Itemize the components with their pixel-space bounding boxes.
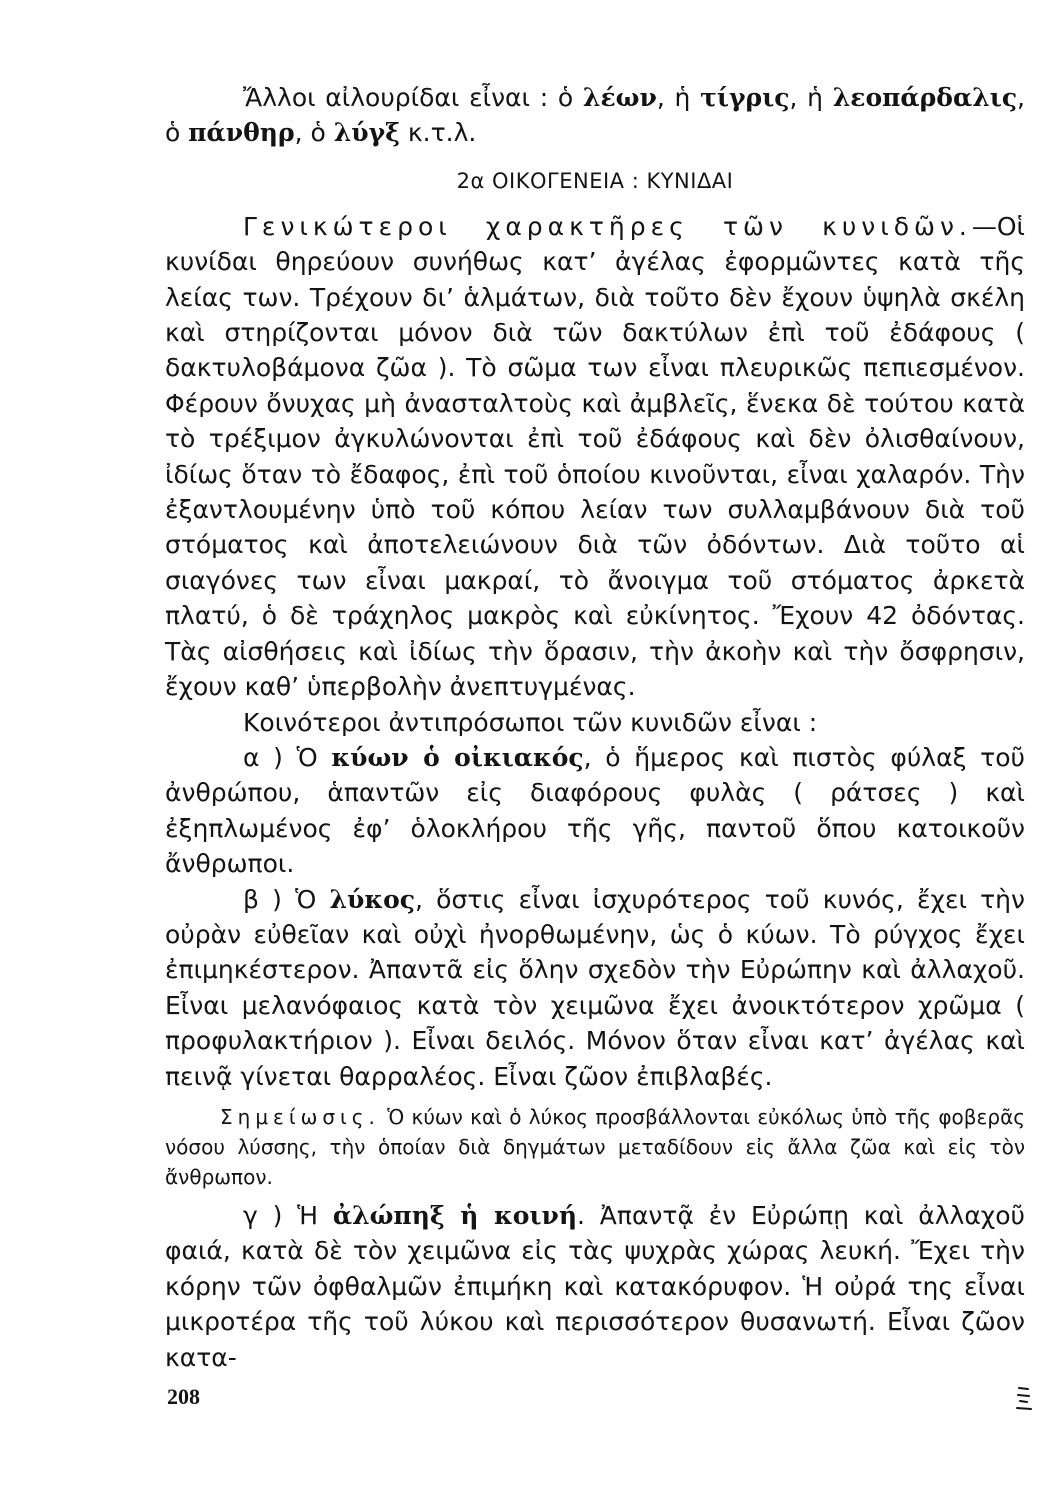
text-run: , ἡ — [656, 83, 701, 112]
term-tiger: τίγρις — [700, 83, 790, 112]
paragraph-body: —Οἱ κυνίδαι θηρεύουν συνήθως κατ’ ἀγέλας ἐφορμῶντες κατὰ τῆς λείας των. Τρέχουν δι’ ἁλμάτων, διὰ τοῦτο δὲν ἔχουν ὑψηλὰ σκέλη καὶ στηρίζονται μόνον διὰ τῶν δακτύλων ἐπὶ τοῦ ἐδάφους ( δακτυλοβάμονα ζῶα ). Τὸ σῶμα των εἶναι πλευρικῶς πεπιεσμένον. Φέρουν ὄνυχας μὴ ἀνασταλτοὺς καὶ ἀμβλεῖς, ἕνεκα δὲ τούτου κατὰ τὸ τρέξιμον ἀγκυλώνονται ἐπὶ τοῦ ἐδάφους καὶ δὲν ὀλισθαίνουν, ἰδίως ὅταν τὸ ἔδαφος, ἐπὶ τοῦ ὁποίου κινοῦνται, εἶναι χαλαρόν. Τὴν ἐξαντλουμένην ὑπὸ τοῦ κόπου λείαν των συλλαμβάνουν διὰ τοῦ στόματος καὶ ἀποτελειώνουν διὰ τῶν ὀδόντων. Διὰ τοῦτο αἱ σιαγόνες των εἶναι μακραί, τὸ ἄνοιγμα τοῦ στόματος ἀρκετὰ πλατύ, ὁ δὲ τράχηλος μακρὸς καὶ εὐκίνητος. Ἔχουν 42 ὀδόντας. Τὰς αἰσθήσεις καὶ ἰδίως τὴν ὅρασιν, τὴν ἀκοὴν καὶ τὴν ὄσφρησιν, ἔχουν καθ’ ὑπερβολὴν ἀνεπτυγμένας. — [165, 211, 1025, 702]
paragraph-representatives: Κοινότεροι ἀντιπρόσωποι τῶν κυνιδῶν εἶναι : — [243, 707, 818, 737]
text-run: κ.τ.λ. — [399, 118, 477, 148]
item-marker: β ) Ὁ — [243, 884, 330, 914]
subheading-general-characteristics: Γενικώτεροι χαρακτῆρες τῶν κυνιδῶν. — [243, 211, 972, 241]
paragraph-fox — [165, 1198, 1025, 1375]
term-common-fox: ἀλώπηξ ἡ κοινή — [332, 1200, 578, 1230]
paragraph-wolf — [165, 882, 1025, 1094]
section-heading: 2α ΟΙΚΟΓΕΝΕΙΑ : ΚΥΝΙΔΑΙ — [456, 168, 734, 193]
term-domestic-dog: κύων ὁ οἰκιακός — [331, 742, 584, 772]
page-number: 208 — [167, 1384, 200, 1409]
paragraph-felids — [165, 80, 1025, 151]
text-run: Ἄλλοι αἰλουρίδαι εἶναι : ὁ — [243, 83, 583, 112]
term-panther: πάνθηρ — [188, 118, 295, 148]
text-run: , ἡ — [789, 83, 833, 112]
paragraph-general-characteristics — [165, 209, 1025, 705]
note-label: Σημείωσις. — [220, 1104, 380, 1129]
note-body: Ὁ κύων καὶ ὁ λύκος προσβάλλονται εὐκόλως ὑπὸ τῆς φοβερᾶς νόσου λύσσης, τὴν ὁποίαν διὰ δηγμάτων μεταδίδουν εἰς ἄλλα ζῶα καὶ εἰς τὸν ἄνθρωπον. — [165, 1104, 1025, 1189]
paragraph-body: , ὁ ἥμερος καὶ πιστὸς φύλαξ τοῦ ἀνθρώπου, ἁπαντῶν εἰς διαφόρους φυλὰς ( ράτσες ) καὶ ἐξηπλωμένος ἐφ’ ὁλοκλήρου τῆς γῆς, παντοῦ ὅπου κατοικοῦν ἄνθρωποι. — [165, 742, 1025, 879]
note-paragraph — [165, 1102, 1025, 1192]
item-marker: γ ) Ἡ — [243, 1200, 333, 1230]
text-run: , ὁ — [165, 83, 1025, 148]
printer-mark-icon — [1016, 1385, 1032, 1411]
text-run: , ὁ — [294, 118, 334, 148]
paragraph-body: , ὅστις εἶναι ἰσχυρότερος τοῦ κυνός, ἔχει τὴν οὐρὰν εὐθεῖαν καὶ οὐχὶ ἠνορθωμένην, ὡς ὁ κύων. Τὸ ρύγχος ἔχει ἐπιμηκέστερον. Ἀπαντᾶ εἰς ὅλην σχεδὸν τὴν Εὐρώπην καὶ ἀλλαχοῦ. Εἶναι μελανόφαιος κατὰ τὸν χειμῶνα ἔχει ἀνοικτότερον χρῶμα ( προφυλακτήριον ). Εἶναι δειλός. Μόνον ὅταν εἶναι κατ’ ἀγέλας καὶ πεινᾷ γίνεται θαρραλέος. Εἶναι ζῶον ἐπιβλαβές. — [165, 884, 1025, 1091]
term-lion: λέων — [582, 83, 657, 112]
paragraph-dog — [165, 740, 1025, 882]
item-marker: α ) Ὁ — [243, 742, 332, 772]
paragraph-body: . Ἀπαντᾷ ἐν Εὐρώπῃ καὶ ἀλλαχοῦ φαιά, κατὰ δὲ τὸν χειμῶνα εἰς τὰς ψυχρὰς χώρας λευκή. Ἔχει τὴν κόρην τῶν ὀφθαλμῶν ἐπιμήκη καὶ κατακόρυφον. Ἡ οὐρά της εἶναι μικροτέρα τῆς τοῦ λύκου καὶ περισσότερον θυσανωτή. Εἶναι ζῶον κατα- — [165, 1200, 1026, 1372]
term-wolf: λύκος — [329, 884, 416, 914]
term-leopard: λεοπάρδαλις — [832, 83, 1018, 112]
term-lynx: λύγξ — [333, 118, 400, 148]
main-text — [165, 80, 1025, 1375]
